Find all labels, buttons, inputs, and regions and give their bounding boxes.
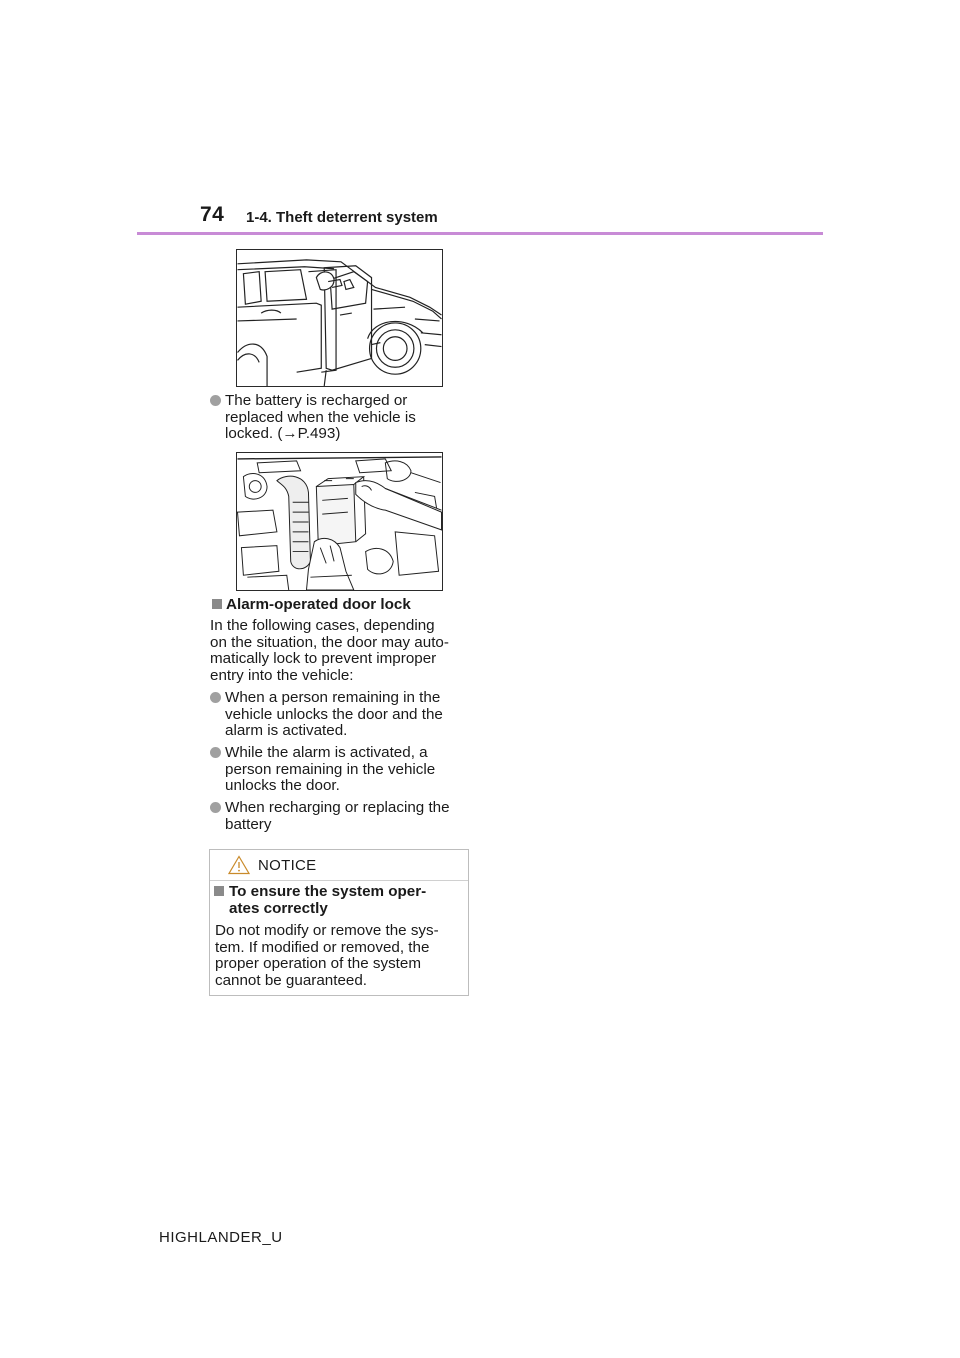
list-item	[210, 745, 472, 797]
bullet-text: When recharging or replacing the battery	[225, 799, 450, 833]
bullet-dot-icon	[210, 395, 221, 406]
car-open-door-illustration	[236, 249, 443, 387]
intro-paragraph: In the following cases, depending on the situation, the door may auto- matically lock to prevent improper entry into the vehicle:	[210, 617, 449, 684]
notice-box	[209, 849, 469, 996]
section-title: 1-4. Theft deterrent system	[246, 209, 438, 226]
subsection-alarm-door-lock	[212, 597, 472, 615]
subsection-title: Alarm-operated door lock	[226, 596, 411, 613]
engine-battery-illustration	[236, 452, 443, 591]
bullet-dot-icon	[210, 692, 221, 703]
warning-triangle-icon	[228, 855, 250, 875]
list-item	[210, 690, 472, 742]
page-number: 74	[200, 203, 225, 226]
header-rule	[137, 232, 823, 235]
list-item	[210, 800, 472, 836]
bullet-text: When a person remaining in the vehicle unlocks the door and the alarm is activated.	[225, 689, 443, 740]
bullet-dot-icon	[210, 747, 221, 758]
footer-model-code: HIGHLANDER_U	[159, 1229, 283, 1246]
bullet-text: While the alarm is activated, a person remaining in the vehicle unlocks the door.	[225, 744, 436, 795]
notice-body: Do not modify or remove the sys- tem. If modified or removed, the proper operation of the system cannot be guaranteed.	[215, 922, 439, 989]
square-marker-icon	[214, 886, 224, 896]
bullet-battery-locked	[210, 393, 470, 445]
notice-subhead	[214, 884, 464, 920]
bullet-dot-icon	[210, 802, 221, 813]
square-marker-icon	[212, 599, 222, 609]
notice-divider	[210, 880, 468, 881]
bullet-text: The battery is recharged or replaced when the vehicle is locked. (→P.493)	[225, 392, 416, 443]
notice-subhead-text: To ensure the system oper- ates correctly	[229, 883, 427, 917]
notice-title: NOTICE	[258, 857, 317, 874]
